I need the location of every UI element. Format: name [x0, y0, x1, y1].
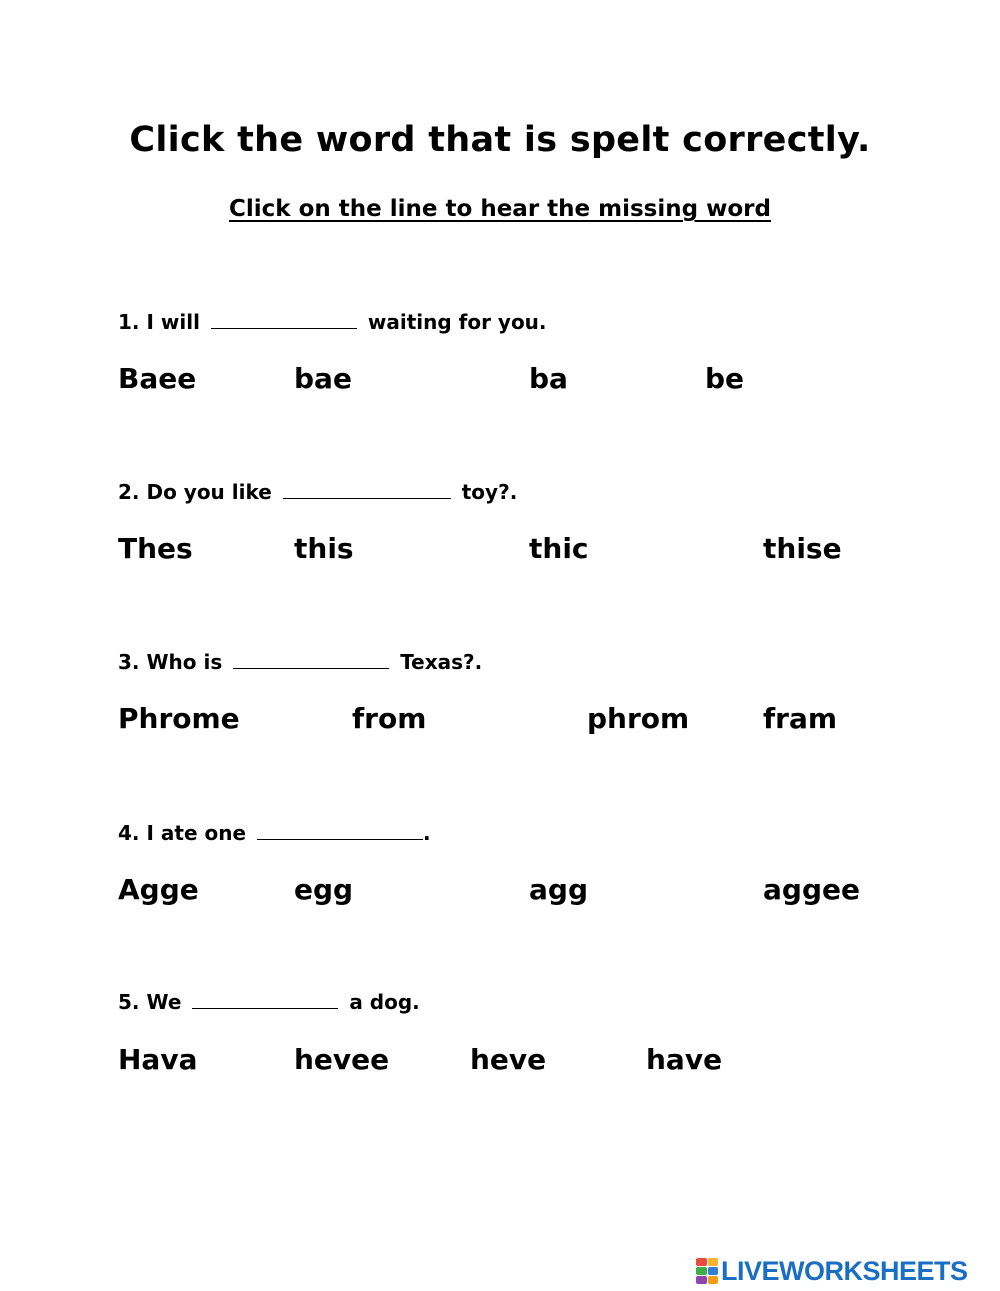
question-1-text-before: 1. I will — [118, 310, 200, 334]
question-5-option-1[interactable]: Hava — [118, 1043, 198, 1076]
question-5 — [118, 989, 420, 1015]
question-4-text-after: . — [422, 821, 431, 845]
question-1-option-2[interactable]: bae — [294, 362, 352, 395]
question-3 — [118, 649, 482, 675]
question-2-option-2[interactable]: this — [294, 532, 354, 565]
logo-block — [696, 1258, 707, 1266]
question-4-option-1[interactable]: Agge — [118, 873, 199, 906]
worksheet-subtitle-text: Click on the line to hear the missing word — [229, 196, 771, 222]
liveworksheets-logo[interactable] — [696, 1254, 996, 1288]
question-1-text-after: waiting for you. — [367, 310, 547, 334]
question-3-option-1[interactable]: Phrome — [118, 702, 240, 735]
question-5-text-after: a dog. — [349, 990, 420, 1014]
question-3-blank-audio[interactable] — [233, 649, 389, 669]
liveworksheets-logo-icon — [696, 1258, 718, 1284]
question-3-option-2[interactable]: from — [352, 702, 427, 735]
question-2-text-after: toy?. — [461, 480, 518, 504]
question-4-option-3[interactable]: agg — [529, 873, 588, 906]
question-2-option-4[interactable]: thise — [763, 532, 842, 565]
worksheet-title: Click the word that is spelt correctly. — [129, 120, 871, 160]
question-4-option-4[interactable]: aggee — [763, 873, 860, 906]
question-2-blank-audio[interactable] — [283, 479, 451, 499]
worksheet-subtitle — [0, 196, 1000, 222]
logo-block — [696, 1267, 707, 1275]
logo-block — [708, 1267, 719, 1275]
logo-block — [696, 1276, 707, 1284]
question-3-text-after: Texas?. — [400, 650, 483, 674]
question-1-option-1[interactable]: Baee — [118, 362, 197, 395]
question-4-option-2[interactable]: egg — [294, 873, 354, 906]
question-2-text-before: 2. Do you like — [118, 480, 272, 504]
question-1-blank-audio[interactable] — [211, 309, 357, 329]
question-4-text-before: 4. I ate one — [118, 821, 247, 845]
question-1 — [118, 309, 547, 335]
question-5-text-before: 5. We — [118, 990, 182, 1014]
question-5-option-3[interactable]: heve — [470, 1043, 547, 1076]
question-5-option-4[interactable]: have — [646, 1043, 723, 1076]
question-3-text-before: 3. Who is — [118, 650, 223, 674]
question-1-option-3[interactable]: ba — [529, 362, 568, 395]
logo-block — [708, 1276, 719, 1284]
question-5-blank-audio[interactable] — [192, 989, 338, 1009]
question-3-option-3[interactable]: phrom — [587, 702, 690, 735]
question-4 — [118, 820, 431, 846]
logo-block — [708, 1258, 719, 1266]
liveworksheets-logo-text: LIVEWORKSHEETS — [721, 1255, 968, 1286]
question-2-option-3[interactable]: thic — [529, 532, 589, 565]
question-4-blank-audio[interactable] — [257, 820, 423, 840]
question-2 — [118, 479, 517, 505]
question-1-option-4[interactable]: be — [705, 362, 745, 395]
question-2-option-1[interactable]: Thes — [118, 532, 193, 565]
question-5-option-2[interactable]: hevee — [294, 1043, 390, 1076]
question-3-option-4[interactable]: fram — [763, 702, 838, 735]
